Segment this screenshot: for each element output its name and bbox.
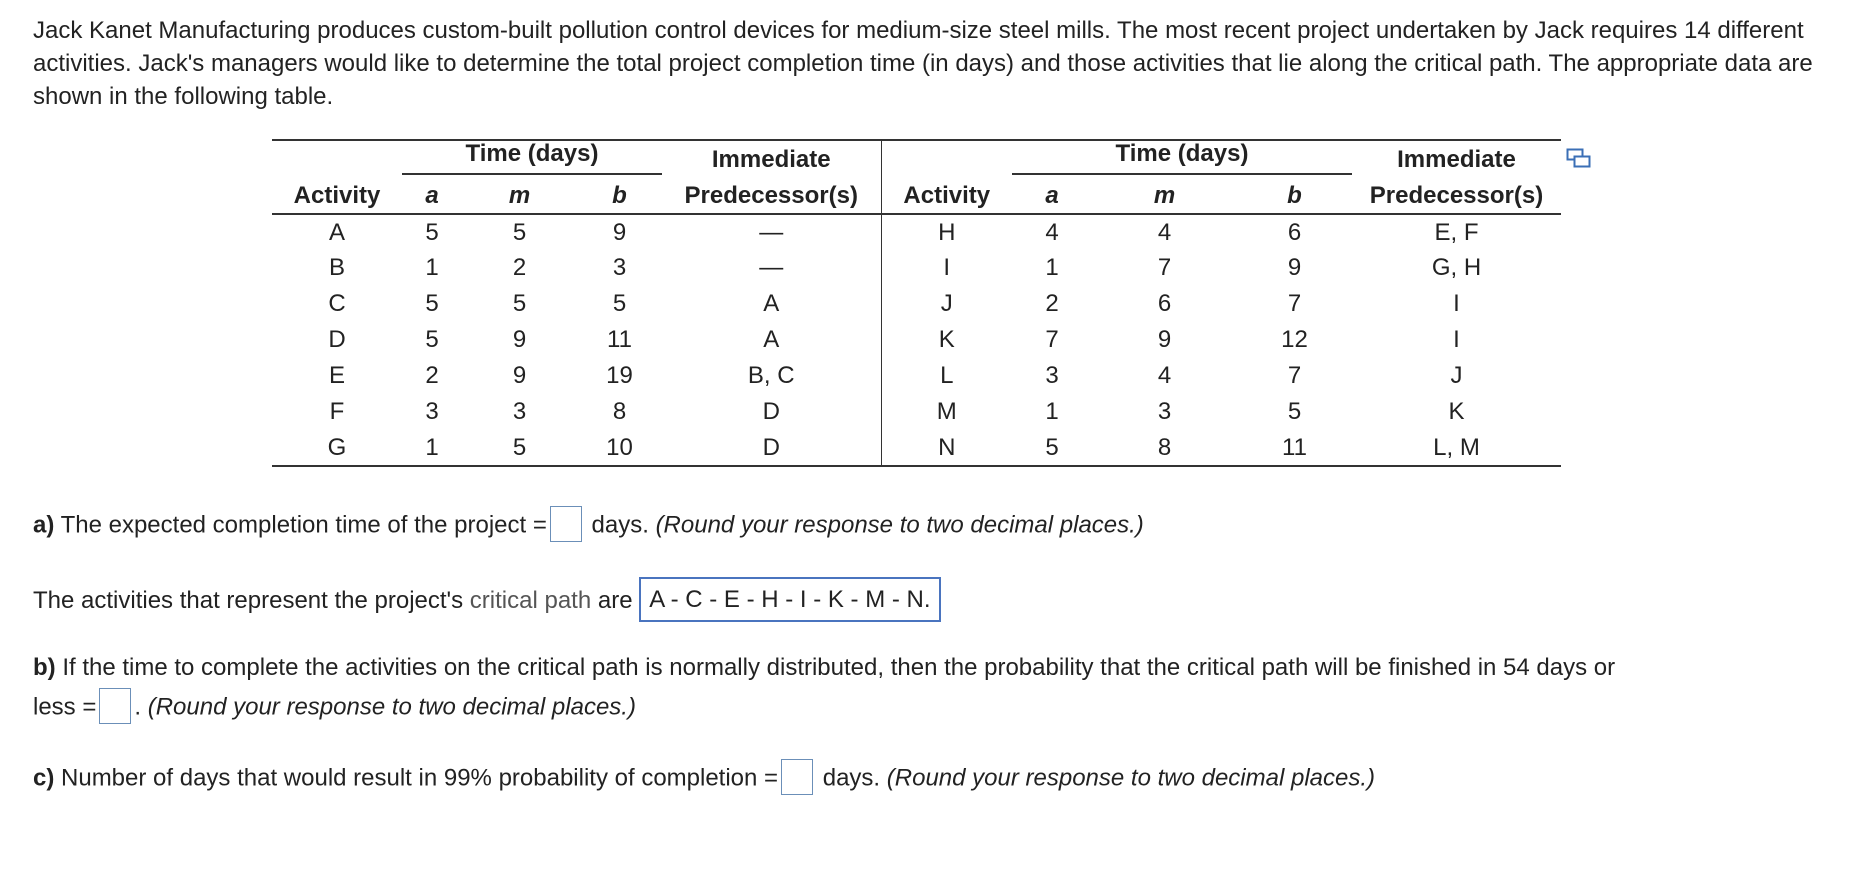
table-row	[272, 214, 1561, 250]
a-cell: 3	[1045, 362, 1059, 389]
predecessor-cell: D	[662, 394, 881, 430]
m-cell: 9	[1157, 326, 1172, 353]
question-a-hint: (Round your response to two decimal places.)	[655, 511, 1144, 539]
predecessor-header-right-2: Predecessor(s)	[1352, 178, 1561, 214]
activity-header-left: Activity	[272, 178, 402, 214]
b-cell: 9	[1287, 254, 1302, 281]
activity-cell: K	[938, 326, 955, 353]
b-cell: 11	[1237, 430, 1352, 466]
activity-cell: F	[329, 398, 345, 425]
table-row	[272, 394, 1561, 430]
a-cell: 2	[1045, 290, 1059, 317]
predecessor-cell: B, C	[662, 358, 881, 394]
predecessor-cell: K	[1448, 398, 1465, 425]
activity-header-right: Activity	[881, 178, 1012, 214]
probability-input[interactable]	[99, 688, 131, 724]
b-cell: 12	[1281, 326, 1308, 353]
activity-cell: H	[938, 218, 956, 246]
predecessor-header-right-1: Immediate	[1352, 140, 1561, 178]
activity-cell: N	[881, 430, 1012, 466]
b-cell: 19	[606, 362, 633, 389]
question-b-line2	[33, 690, 636, 726]
b-cell: 10	[577, 430, 662, 466]
m-cell: 7	[1157, 254, 1172, 281]
b-cell: 8	[612, 398, 627, 425]
a-cell: 3	[425, 398, 439, 425]
b-cell: 7	[1287, 362, 1302, 389]
critical-path-text-after: are	[591, 586, 640, 614]
activity-cell: E	[328, 362, 345, 389]
b-cell: 11	[607, 326, 632, 353]
b-cell: 6	[1287, 218, 1302, 246]
predecessor-cell: —	[662, 214, 881, 250]
a-cell: 5	[425, 326, 439, 353]
question-a-text: The expected completion time of the project =	[54, 511, 547, 539]
a-cell: 1	[1045, 398, 1059, 425]
activity-cell: G	[272, 430, 402, 466]
table-row	[272, 322, 1561, 358]
question-b-hint: (Round your response to two decimal places.)	[147, 693, 636, 721]
question-a	[33, 508, 1144, 544]
activity-cell: B	[328, 254, 345, 281]
question-b-less: less =	[33, 693, 97, 721]
m-cell: 4	[1157, 362, 1172, 389]
col-m-header-left: m	[462, 178, 577, 214]
table-row	[272, 250, 1561, 286]
col-a-header-left: a	[402, 178, 462, 214]
activity-cell: D	[328, 326, 346, 353]
b-cell: 5	[612, 290, 627, 317]
question-b-after: .	[134, 693, 148, 721]
a-cell: 5	[425, 218, 439, 246]
critical-path-select[interactable]: A - C - E - H - I - K - M - N.	[639, 577, 940, 622]
m-cell: 5	[462, 430, 577, 466]
activity-cell: C	[328, 290, 346, 317]
m-cell: 8	[1092, 430, 1237, 466]
predecessor-header-left-2: Predecessor(s)	[662, 178, 881, 214]
m-cell: 9	[512, 326, 527, 353]
a-cell: 1	[402, 430, 462, 466]
a-cell: 5	[425, 290, 439, 317]
copy-table-icon[interactable]	[1566, 148, 1592, 170]
a-cell: 7	[1045, 326, 1059, 353]
question-c-hint: (Round your response to two decimal places.)	[886, 764, 1376, 792]
question-c-label: c)	[33, 764, 55, 792]
m-cell: 2	[512, 254, 527, 281]
question-c-text: Number of days that would result in 99% probability of completion =	[54, 764, 779, 792]
question-b	[33, 651, 1615, 684]
question-c-after: days.	[816, 764, 887, 792]
table-row	[272, 286, 1561, 322]
predecessor-cell: D	[662, 430, 881, 466]
a-cell: 4	[1045, 218, 1059, 246]
activity-table	[272, 139, 1561, 467]
col-m-header-right: m	[1092, 178, 1237, 214]
a-cell: 1	[425, 254, 439, 281]
question-b-label: b)	[33, 654, 56, 681]
m-cell: 9	[512, 362, 527, 389]
col-b-header-left: b	[577, 178, 662, 214]
m-cell: 6	[1157, 290, 1172, 317]
m-cell: 5	[512, 218, 527, 246]
predecessor-cell: A	[662, 322, 881, 358]
b-cell: 5	[1287, 398, 1302, 425]
question-c	[33, 761, 1375, 797]
b-cell: 3	[612, 254, 627, 281]
critical-path-text-before: The activities that represent the project's	[33, 586, 470, 614]
expected-time-input[interactable]	[550, 506, 582, 542]
m-cell: 3	[512, 398, 527, 425]
activity-cell: M	[936, 398, 957, 425]
predecessor-cell: I	[1453, 326, 1460, 353]
m-cell: 5	[512, 290, 527, 317]
critical-path-line	[33, 579, 941, 624]
time-days-header-right: Time (days)	[1012, 140, 1352, 175]
question-a-label: a)	[33, 511, 55, 539]
critical-path-link[interactable]: critical path	[469, 586, 592, 614]
activity-cell: I	[943, 254, 951, 281]
col-a-header-right: a	[1012, 178, 1092, 214]
activity-cell: A	[328, 218, 345, 246]
m-cell: 4	[1157, 218, 1172, 246]
m-cell: 3	[1157, 398, 1172, 425]
activity-cell: J	[940, 290, 953, 317]
days-99-input[interactable]	[781, 759, 813, 795]
a-cell: 2	[425, 362, 439, 389]
table-row	[272, 430, 1561, 466]
predecessor-cell: J	[1450, 362, 1463, 389]
time-days-header-left: Time (days)	[402, 140, 662, 175]
b-cell: 7	[1287, 290, 1302, 317]
col-b-header-right: b	[1237, 178, 1352, 214]
b-cell: 9	[612, 218, 627, 246]
a-cell: 5	[1012, 430, 1092, 466]
predecessor-cell: A	[662, 286, 881, 322]
predecessor-cell: I	[1453, 290, 1460, 317]
predecessor-cell: —	[662, 250, 881, 286]
question-a-after: days.	[584, 511, 656, 539]
predecessor-cell: E, F	[1434, 218, 1479, 246]
problem-intro: Jack Kanet Manufacturing produces custom-built pollution control devices for medium-size steel mills. The most recent project undertaken by Jack requires 14 different activities. Jack's managers would like to determine the total project completion time (in days) and those activities that lie along the critical path. The appropriate data are shown in the following table.	[33, 17, 1813, 110]
table-row	[272, 358, 1561, 394]
predecessor-header-left-1: Immediate	[662, 140, 881, 178]
predecessor-cell: G, H	[1431, 254, 1482, 281]
a-cell: 1	[1045, 254, 1059, 281]
predecessor-cell: L, M	[1352, 430, 1561, 466]
question-b-text: If the time to complete the activities on the critical path is normally distributed, then the probability that the critical path will be finished in 54 days or	[55, 654, 1616, 681]
activity-cell: L	[940, 362, 954, 389]
